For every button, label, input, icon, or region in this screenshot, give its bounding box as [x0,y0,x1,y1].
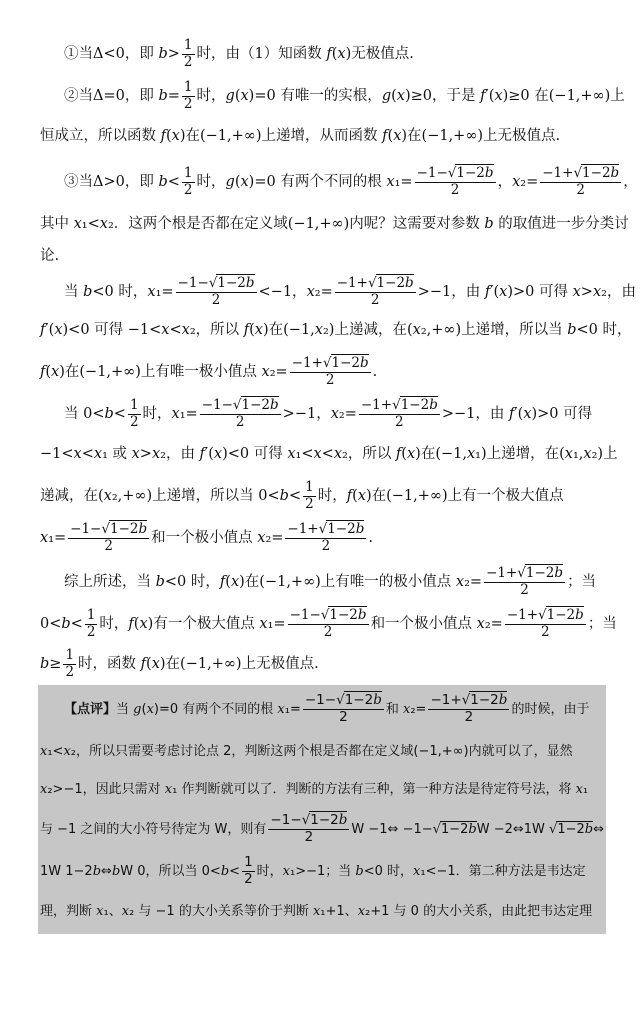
line-case3: ③当Δ>0，即 b< $\frac{1}{2}$ 时，g(x)=0 有两个不同的根 x₁= $\frac{-1-√1-2b}{2}$ ，x₂= $\frac{-1+√1-2b}{2}$ ， [64,164,638,198]
review-line-2: x₁<x₂，所以只需要考虑讨论点 2，判断这两个根是否都在定义域(−1,+∞)内就可以了，显然 [40,744,573,759]
line-summary-3: b≥ $\frac{1}{2}$ 时，函数 f(x)在(−1,+∞)上无极值点. [40,646,319,680]
line-b-between-2: −1<x<x₁ 或 x>x₂，由 f′(x)<0 可得 x₁<x<x₂，所以 f(x)在(−1,x₁)上递增，在(x₁,x₂)上 [40,446,618,462]
review-line-4: 与 −1 之间的大小符号待定为 W，则有 $\frac{-1-√1-2b}{2}$ W −1⇔ −1−√1−2bW −2⇔1W √1−2b⇔ [40,812,604,845]
line-case3-cont: 其中 x₁<x₂．这两个根是否都在定义域(−1,+∞)内呢？这需要对参数 b 的取值进一步分类讨 [40,216,629,232]
line-b-between: 当 0<b< $\frac{1}{2}$ 时，x₁= $\frac{-1-√1-2b}{2}$ >−1，x₂= $\frac{-1+√1-2b}{2}$ >−1，由 f′(x)>0 可得 [64,396,593,430]
line-case2: ②当Δ=0，即 b= $\frac{1}{2}$ 时，g(x)=0 有唯一的实根，g(x)≥0，于是 f′(x)≥0 在(−1,+∞)上 [64,78,625,112]
line-b-negative-2: f′(x)<0 可得 −1<x<x₂，所以 f(x)在(−1,x₂)上递减，在(x₂,+∞)上递增，所以当 b<0 时， [40,322,632,338]
line-b-between-4: x₁= $\frac{-1-√1-2b}{2}$ 和一个极小值点 x₂= $\frac{-1+√1-2b}{2}$ . [40,520,373,554]
review-line-6: 理，判断 x₁、x₂ 与 −1 的大小关系等价于判断 x₁+1、x₂+1 与 0 的大小关系，由此把韦达定理 [40,904,593,919]
line-summary-2: 0<b< $\frac{1}{2}$ 时，f(x)有一个极大值点 x₁= $\frac{-1-√1-2b}{2}$ 和一个极小值点 x₂= $\frac{-1+√1-2b}{2}$ ；当 [40,606,617,640]
review-line-1: 【点评】当 g(x)=0 有两个不同的根 x₁= $\frac{-1-√1-2b}{2}$ 和 x₂= $\frac{-1+√1-2b}{2}$ 的时候，由于 [64,692,590,725]
line-b-negative: 当 b<0 时，x₁= $\frac{-1-√1-2b}{2}$ <−1，x₂= $\frac{-1+√1-2b}{2}$ >−1，由 f′(x)>0 可得 x>x₂，由 [64,274,636,308]
line-case1: ①当Δ<0，即 b> $\frac{1}{2}$ 时，由（1）知函数 f(x)无极值点. [64,36,414,70]
review-line-3: x₂>−1，因此只需对 x₁ 作判断就可以了．判断的方法有三种，第一种方法是待定符号法，将 x₁ [40,782,589,797]
review-tag: 【点评】 [64,702,117,717]
line-b-negative-3: f(x)在(−1,+∞)上有唯一极小值点 x₂= $\frac{-1+√1-2b}{2}$ . [40,354,378,388]
review-line-5: 1W 1−2b⇔bW 0，所以当 0<b< $\frac{1}{2}$ 时，x₁>−1；当 b<0 时，x₁<−1．第二种方法是韦达定 [40,854,586,887]
line-case2-cont: 恒成立，所以函数 f(x)在(−1,+∞)上递增，从而函数 f(x)在(−1,+∞)上无极值点. [40,128,561,144]
line-b-between-3: 递减，在(x₂,+∞)上递增，所以当 0<b< $\frac{1}{2}$ 时，f(x)在(−1,+∞)上有一个极大值点 [40,478,564,512]
line-summary-1: 综上所述，当 b<0 时，f(x)在(−1,+∞)上有唯一的极小值点 x₂= $\frac{-1+√1-2b}{2}$ ；当 [64,564,597,598]
line-case3-end: 论. [40,248,60,264]
